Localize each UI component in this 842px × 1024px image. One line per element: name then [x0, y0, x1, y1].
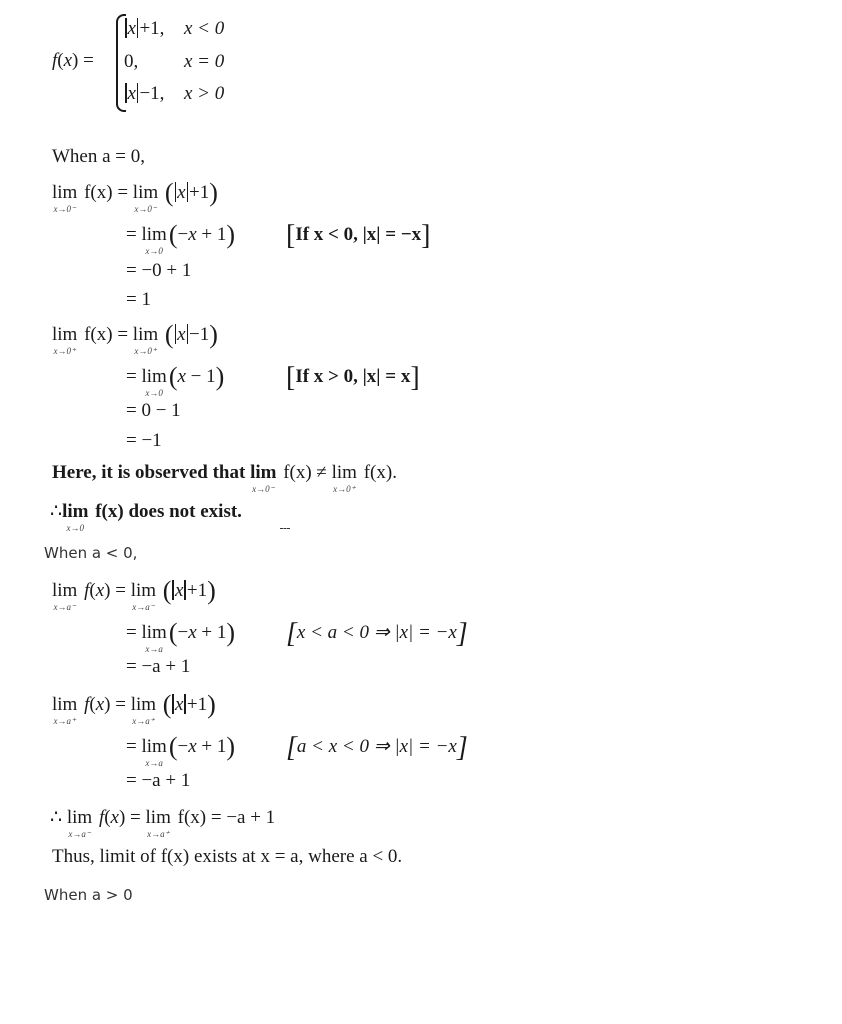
heading-a-positive: When a > 0: [44, 886, 133, 904]
left-limit-a-line: lim x→a⁻ f(x) = lim x→a⁻ ( x +1): [52, 576, 216, 612]
left-limit-zero-step1: = lim x→0 (−x + 1): [126, 220, 236, 256]
left-limit-a-step1: = lim x→a (−x + 1): [126, 618, 236, 654]
left-limit-zero-step3: = 1: [126, 289, 151, 310]
lim-operator: lim x→0⁻: [52, 182, 78, 214]
definition-lhs: f(x) =: [52, 50, 94, 71]
right-limit-zero-step2: = 0 − 1: [126, 400, 181, 421]
right-limit-zero-line: lim x→0⁺ f(x) = lim x→0⁺ ( x −1): [52, 320, 218, 356]
left-limit-zero-line: lim x→0⁻ f(x) = lim x→0⁻ ( x +1): [52, 178, 218, 214]
conclusion-a-zero: ∴ lim x→0 f(x) does not exist.: [50, 501, 242, 533]
right-limit-a-step1: = lim x→a (−x + 1): [126, 732, 236, 768]
stray-dash-mark: [280, 528, 290, 529]
note-right-a: [a < x < 0 ⇒ |x| = −x]: [286, 732, 468, 763]
note-right-zero: [If x > 0, |x| = x]: [286, 362, 420, 393]
heading-a-zero: When a = 0,: [52, 146, 146, 167]
case-cond-3: x > 0: [184, 83, 225, 104]
case-row-2: 0,: [124, 51, 139, 72]
case-cond-2: x = 0: [184, 51, 225, 72]
case-row-1: x +1,: [124, 18, 164, 40]
case-cond-1: x < 0: [184, 18, 225, 39]
observation-line: Here, it is observed that lim x→0⁻ f(x) ≠ lim x→0⁺ f(x).: [52, 462, 397, 494]
conclusion-a-negative: ∴ lim x→a⁻ f(x) = lim x→a⁺ f(x) = −a + 1: [50, 807, 276, 839]
case-row-3: x −1,: [124, 83, 164, 105]
note-left-zero: [If x < 0, |x| = −x]: [286, 220, 431, 251]
note-left-a: [x < a < 0 ⇒ |x| = −x]: [286, 618, 468, 649]
left-limit-a-step2: = −a + 1: [126, 656, 191, 677]
right-limit-zero-step3: = −1: [126, 430, 162, 451]
right-limit-a-line: lim x→a⁺ f(x) = lim x→a⁺ ( x +1): [52, 690, 216, 726]
left-limit-zero-step2: = −0 + 1: [126, 260, 192, 281]
heading-a-negative: When a < 0,: [44, 544, 138, 562]
thus-statement: Thus, limit of f(x) exists at x = a, where a < 0.: [52, 846, 403, 867]
right-limit-a-step2: = −a + 1: [126, 770, 191, 791]
right-limit-zero-step1: = lim x→0 (x − 1): [126, 362, 225, 398]
